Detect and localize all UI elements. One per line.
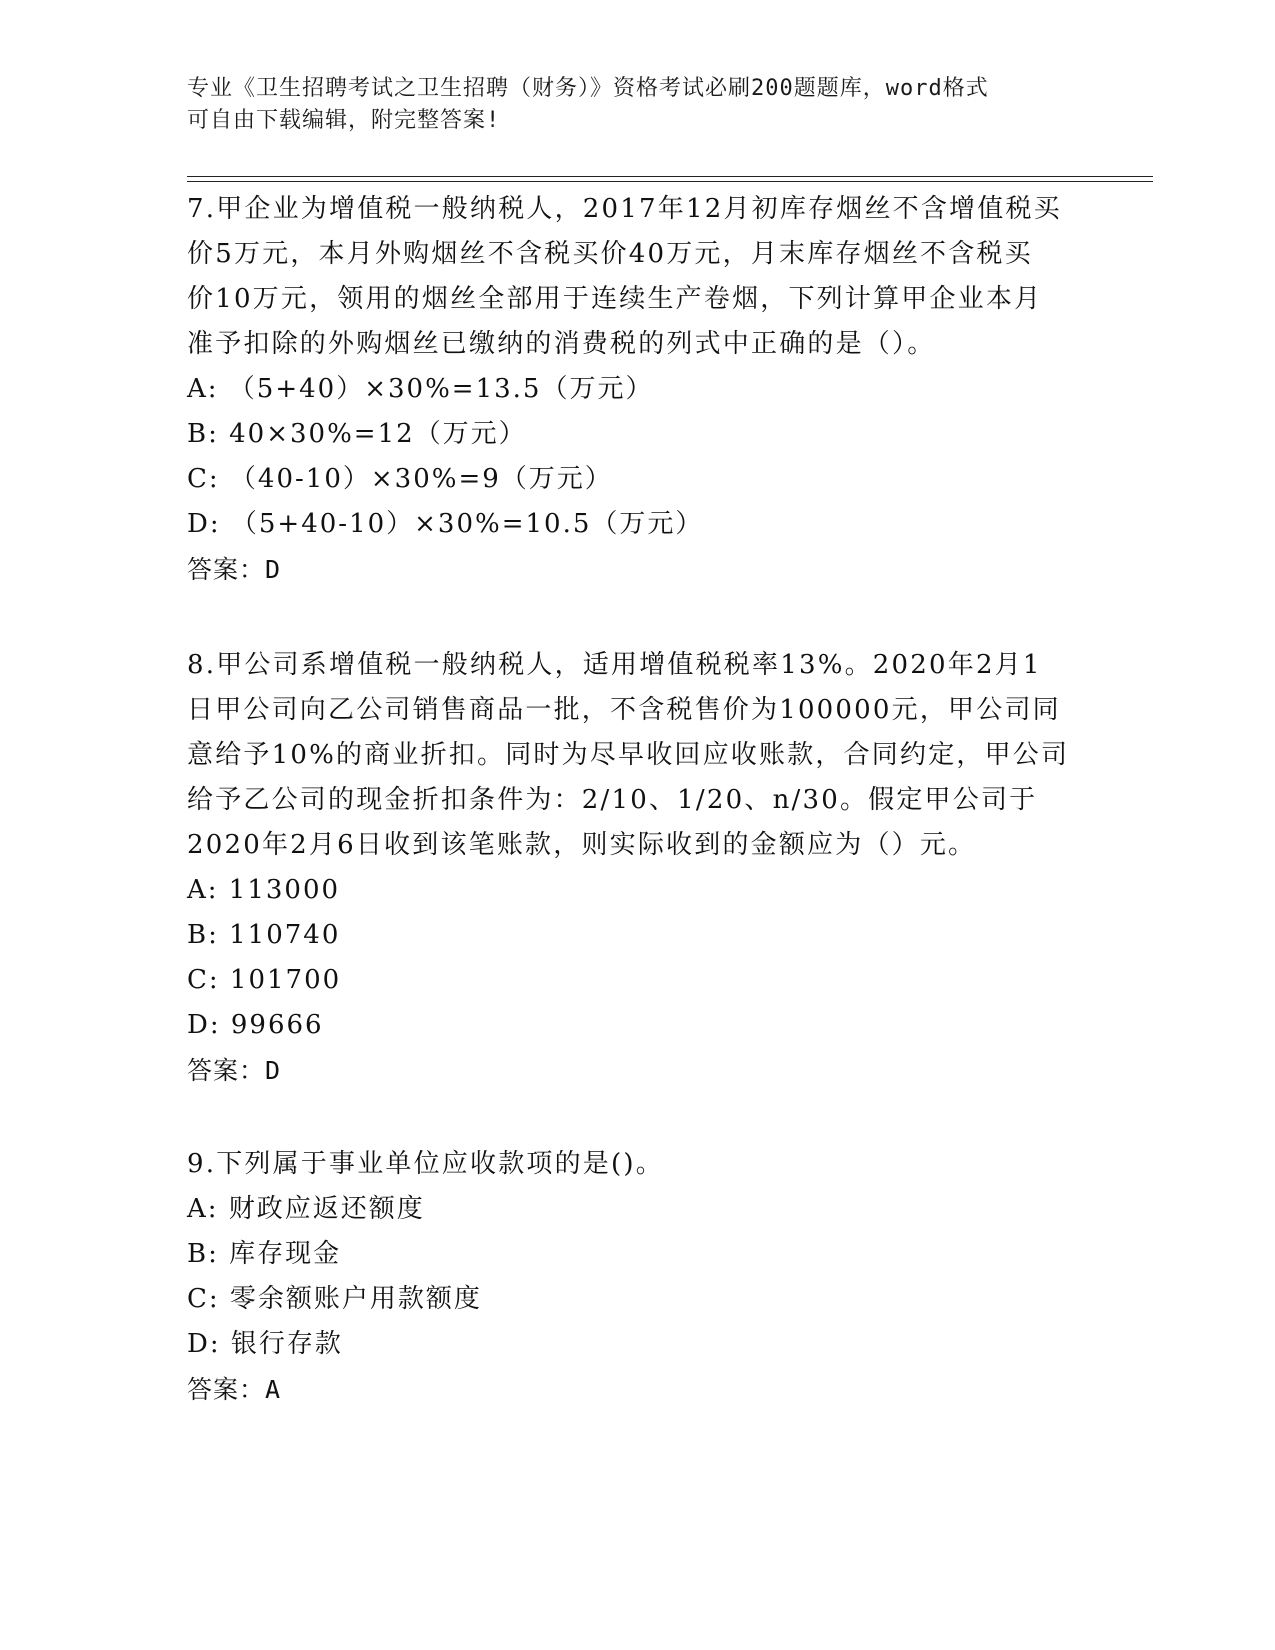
- option-a: A: 113000: [187, 875, 341, 905]
- question-text-line: 价5万元，本月外购烟丝不含税买价40万元，月末库存烟丝不含税买: [187, 239, 1033, 269]
- question-7: [187, 187, 1087, 593]
- header-divider-top: [187, 176, 1153, 177]
- document-header: [187, 73, 1067, 137]
- option-a: A: 财政应返还额度: [187, 1194, 425, 1224]
- answer: 答案：A: [187, 1375, 282, 1404]
- question-8: [187, 643, 1087, 1094]
- question-text-line: 日甲公司向乙公司销售商品一批，不含税售价为100000元，甲公司同: [187, 695, 1061, 725]
- option-c: C: 零余额账户用款额度: [187, 1284, 482, 1314]
- header-divider-bottom: [187, 181, 1153, 182]
- question-text-line: 给予乙公司的现金折扣条件为：2/10、1/20、n/30。假定甲公司于: [187, 785, 1038, 815]
- option-a: A: （5+40）×30%=13.5（万元）: [187, 374, 654, 404]
- option-d: D: （5+40-10）×30%=10.5（万元）: [187, 509, 704, 539]
- question-text-line: 7.甲企业为增值税一般纳税人，2017年12月初库存烟丝不含增值税买: [187, 194, 1062, 224]
- option-b: B: 40×30%=12（万元）: [187, 419, 527, 449]
- question-9: [187, 1142, 1087, 1413]
- question-text-line: 准予扣除的外购烟丝已缴纳的消费税的列式中正确的是（）。: [187, 329, 936, 359]
- option-c: C: 101700: [187, 965, 342, 995]
- answer: 答案：D: [187, 555, 282, 584]
- question-text-line: 9.下列属于事业单位应收款项的是()。: [187, 1149, 664, 1179]
- answer: 答案：D: [187, 1056, 282, 1085]
- option-b: B: 库存现金: [187, 1239, 342, 1269]
- header-line-1: 专业《卫生招聘考试之卫生招聘（财务）》资格考试必刷200题题库，word格式: [187, 76, 989, 101]
- option-d: D: 银行存款: [187, 1329, 343, 1359]
- option-d: D: 99666: [187, 1010, 324, 1040]
- question-text-line: 2020年2月6日收到该笔账款，则实际收到的金额应为（）元。: [187, 830, 977, 860]
- question-text-line: 8.甲公司系增值税一般纳税人，适用增值税税率13%。2020年2月1: [187, 650, 1042, 680]
- option-b: B: 110740: [187, 920, 341, 950]
- question-text-line: 价10万元，领用的烟丝全部用于连续生产卷烟，下列计算甲企业本月: [187, 284, 1043, 314]
- header-line-2: 可自由下载编辑，附完整答案!: [187, 108, 501, 133]
- option-c: C: （40-10）×30%=9（万元）: [187, 464, 613, 494]
- question-text-line: 意给予10%的商业折扣。同时为尽早收回应收账款，合同约定，甲公司: [187, 740, 1070, 770]
